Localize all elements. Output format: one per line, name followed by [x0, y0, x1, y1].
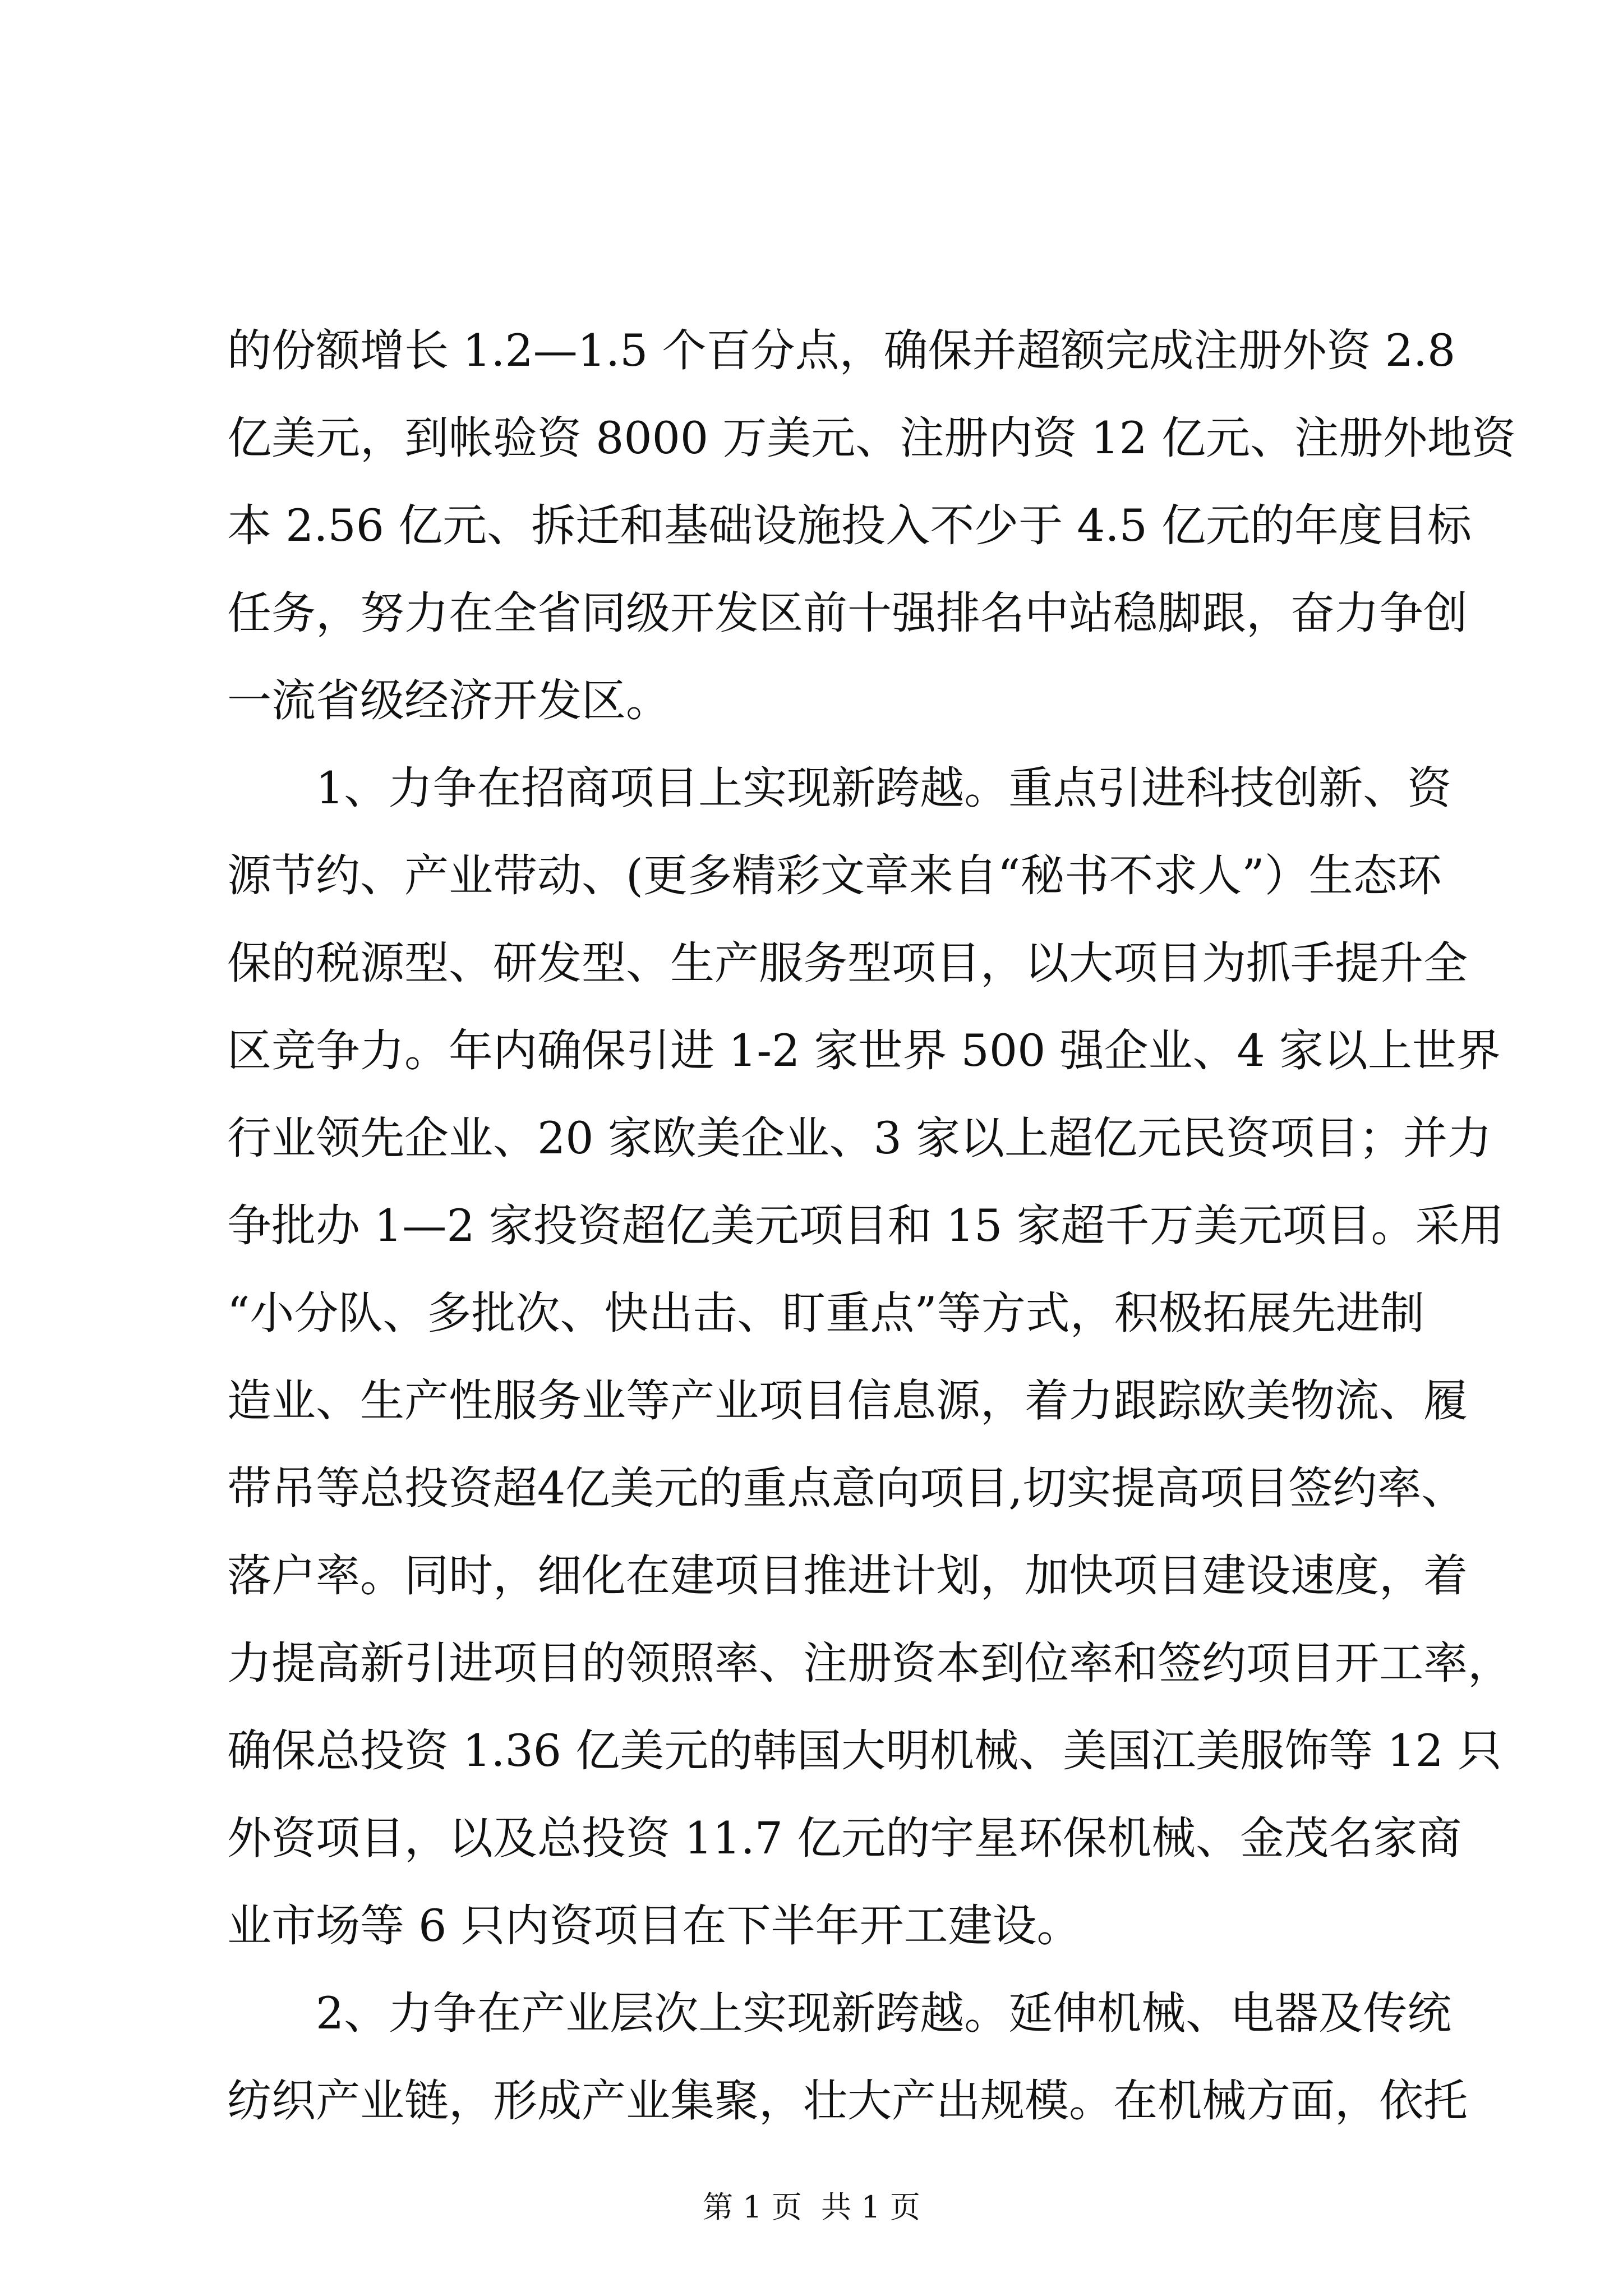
text-line-17: 确保总投资 1.36 亿美元的韩国大明机械、美国江美服饰等 12 只: [227, 1725, 1502, 1777]
text-line-15: 落户率。同时，细化在建项目推进计划，加快项目建设速度，着: [227, 1550, 1468, 1602]
text-line-11: 争批办 1—2 家投资超亿美元项目和 15 家超千万美元项目。采用: [227, 1200, 1504, 1251]
text-line-4: 任务，努力在全省同级开发区前十强排名中站稳脚跟，奋力争创: [227, 587, 1468, 639]
paragraph-2-heading-line: 2、力争在产业层次上实现新跨越。延伸机械、电器及传统: [316, 1987, 1452, 2039]
page-footer: [0, 2188, 1623, 2227]
text-line-5: 一流省级经济开发区。: [227, 675, 670, 726]
text-line-10: 行业领先企业、20 家欧美企业、3 家以上超亿元民资项目；并力: [227, 1112, 1492, 1164]
text-line-21: 纺织产业链，形成产业集聚，壮大产出规模。在机械方面，依托: [227, 2075, 1468, 2127]
page-number-label: 第 1 页: [703, 2189, 802, 2225]
text-line-7: 源节约、产业带动、(更多精彩文章来自“秘书不求人”）生态环: [227, 850, 1442, 901]
text-line-9: 区竞争力。年内确保引进 1-2 家世界 500 强企业、4 家以上世界: [227, 1025, 1501, 1076]
page-total-label: 共 1 页: [821, 2189, 920, 2225]
text-line-14: 带吊等总投资超4亿美元的重点意向项目,切实提高项目签约率、: [227, 1462, 1466, 1514]
text-line-1: 的份额增长 1.2—1.5 个百分点，确保并超额完成注册外资 2.8: [227, 325, 1456, 376]
text-line-19: 业市场等 6 只内资项目在下半年开工建设。: [227, 1900, 1081, 1952]
text-line-12: “小分队、多批次、快出击、盯重点”等方式，积极拓展先进制: [227, 1287, 1424, 1339]
text-line-2: 亿美元，到帐验资 8000 万美元、注册内资 12 亿元、注册外地资: [227, 412, 1516, 464]
text-line-8: 保的税源型、研发型、生产服务型项目，以大项目为抓手提升全: [227, 937, 1468, 989]
text-line-16: 力提高新引进项目的领照率、注册资本到位率和签约项目开工率，: [227, 1637, 1512, 1689]
text-line-13: 造业、生产性服务业等产业项目信息源，着力跟踪欧美物流、履: [227, 1375, 1468, 1427]
text-line-3: 本 2.56 亿元、拆迁和基础设施投入不少于 4.5 亿元的年度目标: [227, 500, 1472, 551]
paragraph-1-heading-line: 1、力争在招商项目上实现新跨越。重点引进科技创新、资: [316, 762, 1452, 814]
text-line-18: 外资项目，以及总投资 11.7 亿元的宇星环保机械、金茂名家商: [227, 1812, 1462, 1864]
